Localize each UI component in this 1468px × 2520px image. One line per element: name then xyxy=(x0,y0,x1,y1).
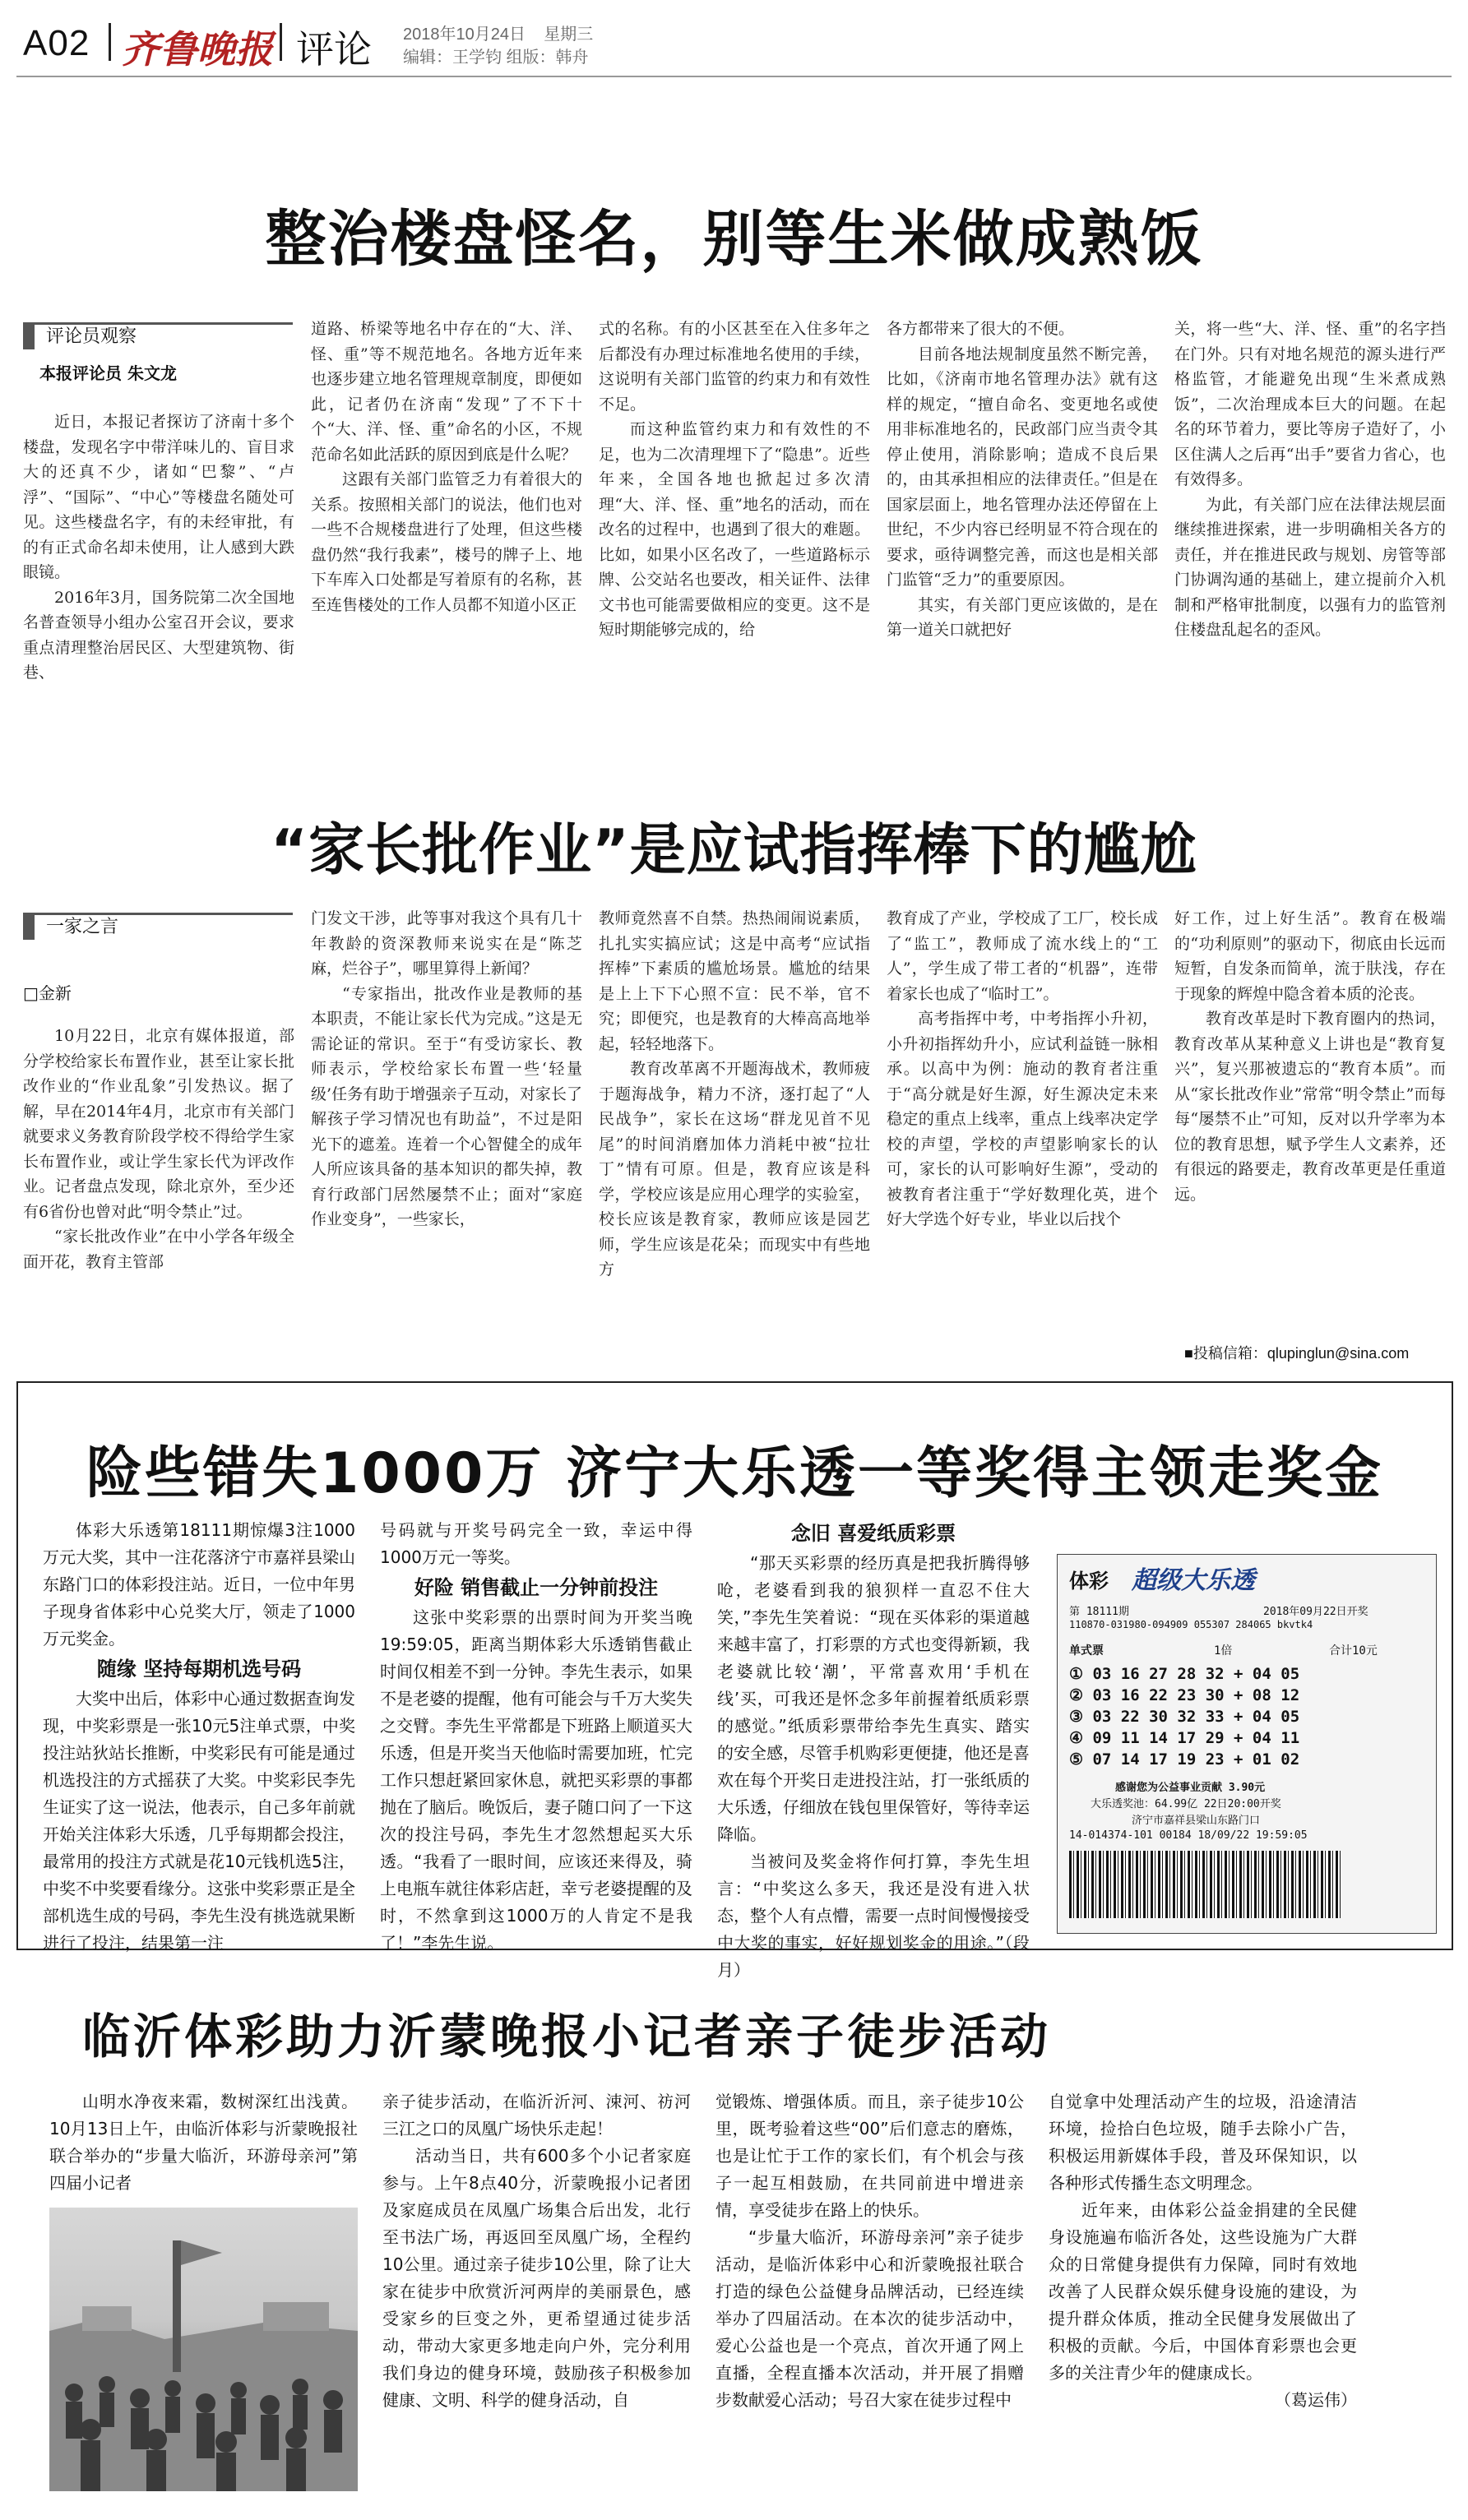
article1-author: 本报评论员 朱文龙 xyxy=(39,363,177,383)
paragraph: 门发文干涉，此等事对我这个具有几十年教龄的资深教师来说实在是“陈芝麻，烂谷子”，哪里算得上新闻？ xyxy=(311,909,582,978)
contact-line: ■投稿信箱：qlupinglun@sina.com xyxy=(1184,1345,1410,1362)
paragraph: 山明水净夜来霜，数树深红出浅黄。10月13日上午，由临沂体彩与沂蒙晚报社联合举办的“步量大临沂，环游母亲河”第四届小记者 xyxy=(49,2092,358,2193)
ticket-type: 单式票 xyxy=(1069,1644,1104,1658)
paragraph: 体彩大乐透第18111期惊爆3注1000万元大奖，其中一注花落济宁市嘉祥县梁山东路门口的体彩投注站。近日，一位中年男子现身省体彩中心兑奖大厅，领走了1000万元奖金。 xyxy=(43,1520,355,1648)
article2-author: □金新 xyxy=(23,983,72,1003)
lottery-column-1 xyxy=(43,1517,355,1953)
paragraph: 高考指挥中考，中考指挥小升初，小升初指挥幼升小，应试利益链一脉相承。以高中为例：施动的教育者注重于“高分就是好生源，好生源决定未来稳定的重点上线率，重点上线率决定学校的声望，学校的声望影响家长的认可，家长的认可影响好生源”，受动的被教育者注重于“学好数理化英，进个好大学选个好专业，毕业以后找个 xyxy=(887,1010,1158,1228)
ticket-line: ③ 03 22 30 32 33 + 04 05 xyxy=(1069,1708,1300,1726)
ticket-line: ⑤ 07 14 17 19 23 + 01 02 xyxy=(1069,1750,1300,1769)
hiking-photo xyxy=(49,2208,358,2491)
paragraph: 各方都带来了很大的不便。 xyxy=(887,320,1075,338)
ticket-multiplier: 1倍 xyxy=(1214,1644,1233,1658)
paragraph: 近日，本报记者探访了济南十多个楼盘，发现名字中带洋味儿的、盲目求大的还真不少，诸如“巴黎”、“卢浮”、“国际”、“中心”等楼盘名随处可见。这些楼盘名字，有的未经审批，有的有正式命名却未使用，让人感到大跌眼镜。 xyxy=(23,413,294,581)
ticket-welfare: 感谢您为公益事业贡献 3.90元 xyxy=(1115,1782,1266,1794)
hiking-headline: 临沂体彩助力沂蒙晚报小记者亲子徒步活动 xyxy=(82,2009,1052,2065)
article1-headline: 整治楼盘怪名，别等生米做成熟饭 xyxy=(265,204,1203,275)
lottery-headline: 险些错失1000万 济宁大乐透一等奖得主领走奖金 xyxy=(86,1441,1383,1506)
barcode-icon xyxy=(1069,1851,1341,1918)
ticket-serial: 110870-031980-094909 055307 284065 bkvtk4 xyxy=(1069,1619,1313,1630)
masthead-divider xyxy=(280,23,282,61)
paragraph: 式的名称。有的小区甚至在入住多年之后都没有办理过标准地名使用的手续，这说明有关部门监管的约束力和有效性不足。 xyxy=(599,320,870,414)
ticket-pool: 大乐透奖池：64.99亿 22日20:00开奖 xyxy=(1091,1798,1281,1810)
paragraph: “步量大临沂，环游母亲河”亲子徒步活动，是临沂体彩中心和沂蒙晚报社联合打造的绿色公益健身品牌活动，已经连续举办了四届活动。在本次的徒步活动中，爱心公益也是一个亮点，首次开通了网上直播，全程直播本次活动，并开展了捐赠步数献爱心活动；号召大家在徒步过程中 xyxy=(715,2227,1024,2410)
article2-column-5 xyxy=(1174,906,1446,1334)
paragraph: 关，将一些“大、洋、怪、重”的名字挡在门外。只有对地名规范的源头进行严格监管，才能避免出现“生米煮成熟饭”，二次治理成本巨大的问题。在起名的环节着力，要比等房子造好了，小区住满人之后再“出手”要省力省心，也有效得多。 xyxy=(1174,320,1446,488)
paragraph: 教育改革是时下教育圈内的热词，教育改革从某种意义上讲也是“教育复兴”，复兴那被遗忘的“教育本质”。而从“家长批改作业”常常“明令禁止”而每每“屡禁不止”可知，反对以升学率为本位的教育思想，赋予学生人文素养，还有很远的路要走，教育改革更是任重道远。 xyxy=(1174,1010,1446,1204)
paragraph: 大奖中出后，体彩中心通过数据查询发现，中奖彩票是一张10元5注单式票，中奖投注站狄站长推断，中奖彩民有可能是通过机选投注的方式摇获了大奖。中奖彩民李先生证实了这一说法，他表示，自己多年前就开始关注体彩大乐透，几乎每期都会投注，最常用的投注方式就是花10元钱机选5注，中奖不中奖要看缘分。这张中奖彩票正是全部机选生成的号码，李先生没有挑选就果断进行了投注，结果第一注 xyxy=(43,1689,355,1953)
ticket-total: 合计10元 xyxy=(1329,1644,1378,1658)
article1-column-1 xyxy=(23,409,294,722)
ticket-brand: 体彩 xyxy=(1069,1570,1109,1593)
paragraph: 觉锻炼、增强体质。而且，亲子徒步10公里，既考验着这些“00”后们意志的磨炼，也是让忙于工作的家长们，有个机会与孩子一起互相鼓励，在共同前进中增进亲情，享受徒步在路上的快乐。 xyxy=(715,2092,1024,2220)
article1-column-label: 评论员观察 xyxy=(23,322,293,349)
paragraph: 目前各地法规制度虽然不断完善，比如，《济南市地名管理办法》就有这样的规定，“擅自命名、变更地名或使用非标准地名的，民政部门应当责令其停止使用，消除影响；造成不良后果的，由其承担相应的法律责任。”但是在国家层面上，地名管理办法还停留在上世纪，不少内容已经明显不符合现在的要求，亟待调整完善，而这也是相关部门监管“乏力”的重要原因。 xyxy=(887,344,1158,589)
issue-date: 2018年10月24日 xyxy=(403,25,526,44)
lottery-column-3 xyxy=(717,1517,1030,1980)
lottery-subhead: 随缘 坚持每期机选号码 xyxy=(96,1658,302,1681)
paragraph: 教育成了产业，学校成了工厂，校长成了“监工”，教师成了流水线上的“工人”，学生成了带工者的“机器”，连带着家长也成了“临时工”。 xyxy=(887,909,1158,1003)
crowd-photo-icon xyxy=(49,2208,358,2491)
paragraph: “专家指出，批改作业是教师的基本职责，不能让家长代为完成。”这是无需论证的常识。至于“有受访家长、教师表示，学校给家长布置一些‘轻量级’任务有助于增强亲子互动，对家长了解孩子学习情况也有助益”，不过是阳光下的遮羞。连着一个心智健全的成年人所应该具备的基本知识的都失掉，教育行政部门居然屡禁不止；面对“家庭作业变身”，一些家长， xyxy=(311,984,582,1228)
paragraph: 2016年3月，国务院第二次全国地名普查领导小组办公室召开会议，要求重点清理整治居民区、大型建筑物、街巷、 xyxy=(23,588,294,682)
ticket-draw-date: 2018年09月22日开奖 xyxy=(1263,1606,1368,1618)
paragraph: “家长批改作业”在中小学各年级全面开花，教育主管部 xyxy=(23,1228,294,1271)
hiking-byline: （葛运伟） xyxy=(1275,2390,1357,2410)
paragraph: 好工作，过上好生活”。教育在极端的“功利原则”的驱动下，彻底由长远而短暂，自发条而简单，流于肤浅，存在于现象的辉煌中隐含着本质的沦丧。 xyxy=(1174,909,1446,1003)
paragraph: 10月22日，北京有媒体报道，部分学校给家长布置作业，甚至让家长批改作业的“作业乱象”引发热议。据了解，早在2014年4月，北京市有关部门就要求义务教育阶段学校不得给学生家长布置作业，或让学生家长代为评改作业。记者盘点发现，除北京外，至少还有6省份也曾对此“明令禁止”过。 xyxy=(23,1027,294,1221)
contact-email: 投稿信箱：qlupinglun@sina.com xyxy=(1192,1345,1410,1362)
paragraph: 号码就与开奖号码完全一致，幸运中得1000万元一等奖。 xyxy=(380,1520,692,1567)
author-name: 金新 xyxy=(38,983,72,1003)
page-code: A02 xyxy=(23,23,90,63)
article1-column-3 xyxy=(599,317,870,724)
hiking-column-4 xyxy=(1049,2088,1357,2499)
ticket-logo: 超级大乐透 xyxy=(1132,1566,1255,1595)
ticket-line: ④ 09 11 14 17 29 + 04 11 xyxy=(1069,1729,1300,1747)
lottery-ticket xyxy=(1057,1554,1437,1934)
paragraph: 为此，有关部门应在法律法规层面继续推进探索，进一步明确相关各方的责任，并在推进民政与规划、房管等部门协调沟通的基础上，建立提前介入机制和严格审批制度，以强有力的监管剂住楼盘乱起名的歪风。 xyxy=(1174,495,1446,639)
paragraph: 近年来，由体彩公益金捐建的全民健身设施遍布临沂各处，这些设施为广大群众的日常健身提供有力保障，同时有效地改善了人民群众娱乐健身设施的建设，为提升群众体质，推动全民健身发展做出了积极的贡献。今后，中国体育彩票也会更多的关注青少年的健康成长。 xyxy=(1049,2200,1357,2383)
paragraph: 活动当日，共有600多个小记者家庭参与。上午8点40分，沂蒙晚报小记者团及家庭成员在凤凰广场集合后出发，北行至书法广场，再返回至凤凰广场，全程约10公里。通过亲子徒步10公里，除了让大家在徒步中欣赏沂河两岸的美丽景色，感受家乡的巨变之外，更希望通过徒步活动，带动大家更多地走向户外，完分利用我们身边的健身环境，鼓励孩子积极参加健康、文明、科学的健身活动，自 xyxy=(382,2146,691,2410)
masthead-divider xyxy=(109,23,111,61)
lottery-subhead: 好险 销售截止一分钟前投注 xyxy=(414,1576,659,1599)
paragraph: 而这种监管约束力和有效性的不足，也为二次清理埋下了“隐患”。近些年来，全国各地也掀起过多次清理“大、洋、怪、重”地名的活动，而在改名的过程中，也遇到了很大的难题。比如，如果小区名改了，一些道路标示牌、公交站名也要改，相关证件、法律文书也可能需要做相应的变更。这不是短时期能够完成的，给 xyxy=(599,420,870,639)
paragraph: 教育改革离不开题海战术，教师疲于题海战争，精力不济，逐打起了“人民战争”，家长在这场“群龙见首不见尾”的时间消磨加体力消耗中被“拉壮丁”情有可原。但是，教育应该是科学，学校应该是应用心理学的实验室，校长应该是教育家，教师应该是园艺师，学生应该是花朵；而现实中有些地方 xyxy=(599,1060,870,1278)
ticket-numbers xyxy=(1069,1663,1299,1770)
ticket-serial-bottom: 14-014374-101 00184 18/09/22 19:59:05 xyxy=(1069,1829,1308,1842)
article2-column-4 xyxy=(887,906,1158,1362)
paragraph: 当被问及奖金将作何打算，李先生坦言：“中奖这么多天，我还是没有进入状态，整个人有点懵，需要一点时间慢慢接受中大奖的事实，好好规划奖金的用途。”（段月） xyxy=(717,1852,1030,1980)
paragraph: 自觉拿中处理活动产生的垃圾，沿途清洁环境，捡拾白色垃圾，随手去除小广告，积极运用新媒体手段，普及环保知识，以各种形式传播生态文明理念。 xyxy=(1049,2092,1357,2193)
editors: 编辑：王学钧 组版：韩舟 xyxy=(403,49,589,67)
article2-column-2 xyxy=(311,906,582,1362)
lottery-column-2 xyxy=(380,1517,692,1953)
section-name: 评论 xyxy=(296,27,372,72)
paragraph: 这张中奖彩票的出票时间为开奖当晚19:59:05，距离当期体彩大乐透销售截止时间仅相差不到一分钟。李先生表示，如果不是老婆的提醒，他有可能会与千万大奖失之交臂。李先生平常都是下班路上顺道买大乐透，但是开奖当天他临时需要加班，忙完工作只想赶紧回家休息，就把买彩票的事都抛在了脑后。晚饭后，妻子随口问了一下这次的投注号码，李先生才忽然想起买大乐透。“我看了一眼时间，应该还来得及，骑上电瓶车就往体彩店赶，幸亏老婆提醒的及时，不然拿到这1000万的人肯定不是我了！”李先生说。 xyxy=(380,1607,692,1953)
paragraph: “那天买彩票的经历真是把我折腾得够呛，老婆看到我的狼狈样一直忍不住大笑，”李先生笑着说：“现在买体彩的渠道越来越丰富了，打彩票的方式也变得新颖，我老婆就比较‘潮’，平常喜欢用‘手机在线’买，可我还是怀念多年前握着纸质彩票的感觉。”纸质彩票带给李先生真实、踏实的安全感，尽管手机购彩更便捷，他还是喜欢在每个开奖日走进投注站，打一张纸质的大乐透，仔细放在钱包里保管好，等待幸运降临。 xyxy=(717,1553,1030,1844)
masthead-meta xyxy=(403,23,593,69)
article1-column-4 xyxy=(887,317,1158,724)
ticket-line: ② 03 16 22 23 30 + 08 12 xyxy=(1069,1686,1300,1704)
lottery-subhead: 念旧 喜爱纸质彩票 xyxy=(790,1522,956,1545)
paper-name: 齐鲁晚报 xyxy=(122,27,273,72)
hiking-column-3 xyxy=(715,2088,1024,2499)
paragraph: 教师竟然喜不自禁。热热闹闹说素质，扎扎实实搞应试；这是中高考“应试指挥棒”下素质的尴尬场景。尴尬的结果是上上下下心照不宣：民不举，官不究；即便究，也是教育的大棒高高地举起，轻轻地落下。 xyxy=(599,909,870,1053)
paragraph: 道路、桥梁等地名中存在的“大、洋、怪、重”等不规范地名。各地方近年来也逐步建立地名管理规章制度，即便如此，记者仍在济南“发现”了不下十个“大、洋、怪、重”命名的小区，不规范命名如此活跃的原因到底是什么呢？ xyxy=(311,320,582,464)
article2-column-1 xyxy=(23,1024,294,1361)
ticket-issue: 第 18111期 xyxy=(1069,1606,1129,1618)
ticket-line: ① 03 16 27 28 32 + 04 05 xyxy=(1069,1665,1300,1683)
ticket-shop: 济宁市嘉祥县梁山东路门口 xyxy=(1132,1815,1261,1827)
article2-column-3 xyxy=(599,906,870,1362)
hiking-column-1 xyxy=(49,2088,358,2195)
article2-headline: “家长批作业”是应试指挥棒下的尴尬 xyxy=(271,818,1197,883)
masthead-rule xyxy=(16,76,1452,77)
paragraph: 其实，有关部门更应该做的，是在第一道关口就把好 xyxy=(887,595,1158,639)
article1-column-5 xyxy=(1174,317,1446,724)
paragraph: 这跟有关部门监管乏力有着很大的关系。按照相关部门的说法，他们也对一些不合规楼盘进行了处理，但这些楼盘仍然“我行我素”，楼号的牌子上、地下车库入口处都是写着原有的名称，甚至连售楼处的工作人员都不知道小区正 xyxy=(311,470,582,614)
article2-column-label: 一家之言 xyxy=(23,913,293,940)
issue-weekday: 星期三 xyxy=(544,25,594,44)
masthead xyxy=(0,0,1468,78)
article1-column-2 xyxy=(311,317,582,724)
paragraph: 亲子徒步活动，在临沂沂河、涑河、祊河三江之口的凤凰广场快乐走起！ xyxy=(382,2092,691,2139)
hiking-column-2 xyxy=(382,2088,691,2499)
